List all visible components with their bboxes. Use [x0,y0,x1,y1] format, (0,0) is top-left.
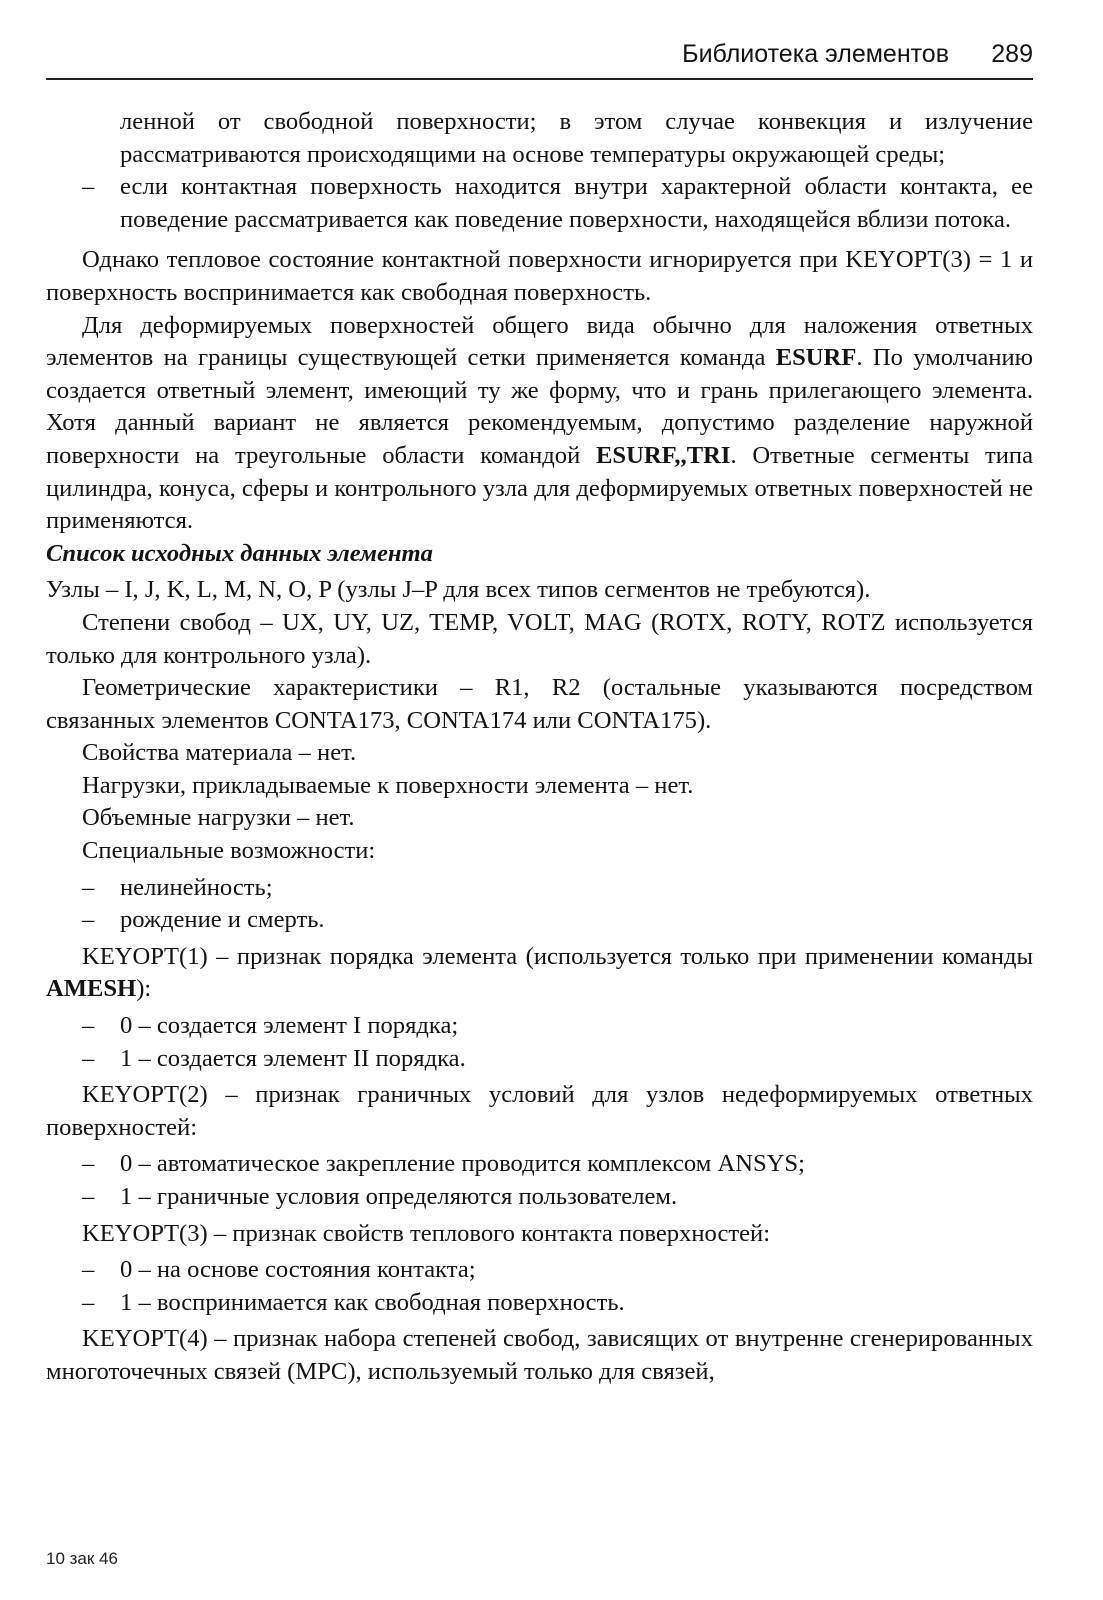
list-item [46,904,1033,937]
dash-mark: – [82,1288,95,1316]
list-item-continuation [46,106,1033,171]
dash-mark: – [82,1044,95,1072]
paragraph-text: Для деформируемых поверхностей общего вида обычно для наложения ответных элементов на границы существующей сетки применяется команда [46,311,1033,372]
paragraph-keyopt2: KEYOPT(2) – признак граничных условий для узлов недеформируемых ответных поверхностей: [46,1081,1033,1141]
paragraph-keyopt1 [46,941,1033,1006]
paragraph-nodes: Узлы – I, J, K, L, M, N, O, P (узлы J–P для всех типов сегментов не требуются). [46,576,871,604]
list-item-text: 0 – на основе состояния контакта; [120,1256,476,1284]
paragraph-text: . Ответные сегменты типа цилиндра, конуса, сферы и контрольного узла для деформируемых ответных поверхностей не применяются. [46,441,1033,535]
paragraph-material: Свойства материала – нет. [82,739,357,767]
list-item-text: 1 – создается элемент II порядка. [120,1044,466,1072]
paragraph-geometry: Геометрические характеристики – R1, R2 (остальные указываются посредством связанных элементов CONTA173, CONTA174 или CONTA175). [46,674,1033,734]
list-item [46,1181,1033,1214]
dash-mark: – [82,906,95,934]
dash-mark: – [82,1256,95,1284]
page-number: 289 [991,40,1033,68]
paragraph-text: если контактная поверхность находится внутри характерной области контакта, ее поведение рассматривается как поведение поверхности, находящейся вблизи потока. [120,173,1033,233]
paragraph-text: KEYOPT(1) – признак порядка элемента (используется только при применении команды [82,942,1033,970]
list-item-text: 1 – воспринимается как свободная поверхность. [120,1288,625,1316]
list-item-text: рождение и смерть. [120,906,325,934]
list-item-text: 0 – создается элемент I порядка; [120,1012,459,1040]
paragraph-special: Специальные возможности: [82,837,376,865]
list-item-text: 0 – автоматическое закрепление проводится комплексом ANSYS; [120,1150,805,1178]
signature-mark: 10 зак 46 [46,1549,118,1568]
page-body [46,106,1033,1389]
command-amesh: AMESH [46,975,137,1003]
paragraph [46,310,1033,538]
paragraph [46,244,1033,309]
paragraph-dof: Степени свобод – UX, UY, UZ, TEMP, VOLT, MAG (ROTX, ROTY, ROTZ используется только для контрольного узла). [46,608,1033,669]
list-item [46,1254,1033,1287]
paragraph-text: Однако тепловое состояние контактной поверхности игнорируется при KEYOPT(3) = 1 и поверхность воспринимается как свободная поверхность. [46,246,1033,306]
dash-mark: – [82,1183,95,1210]
list-item-text: 1 – граничные условия определяются пользователем. [120,1183,678,1210]
dash-mark: – [82,1150,95,1178]
dash-mark: – [82,873,95,901]
list-item-text: нелинейность; [120,873,273,901]
dash-mark: – [82,173,95,201]
list-item [46,1287,1033,1320]
paragraph-surface-loads: Нагрузки, прикладываемые к поверхности элемента – нет. [82,771,694,799]
paragraph-text: ): [136,975,152,1003]
paragraph-text: ленной от свободной поверхности; в этом случае конвекция и излучение рассматриваются происходящими на основе температуры окружающей среды; [120,108,1033,168]
list-item [46,872,1033,905]
dash-mark: – [82,1012,95,1040]
list-item [46,171,1033,236]
list-item [46,1043,1033,1076]
running-header-title: Библиотека элементов [682,40,949,68]
list-item [46,1010,1033,1043]
paragraph-keyopt4: KEYOPT(4) – признак набора степеней свобод, зависящих от внутренне сгенерированных многоточечных связей (MPC), используемый только для связей, [46,1325,1033,1385]
paragraph-body-loads: Объемные нагрузки – нет. [82,804,355,832]
paragraph-text: . По умолчанию создается ответный элемент, имеющий ту же форму, что и грань прилегающего элемента. Хотя данный вариант не является рекомендуемым, допустимо разделение наружной поверхности на треугольные области командой [46,344,1034,469]
section-heading: Список исходных данных элемента [46,539,433,567]
command-esurf-tri: ESURF,,TRI [596,441,731,469]
running-header [46,38,1033,80]
command-esurf: ESURF [775,344,857,372]
list-item [46,1148,1033,1181]
paragraph-keyopt3: KEYOPT(3) – признак свойств теплового контакта поверхностей: [82,1219,771,1247]
